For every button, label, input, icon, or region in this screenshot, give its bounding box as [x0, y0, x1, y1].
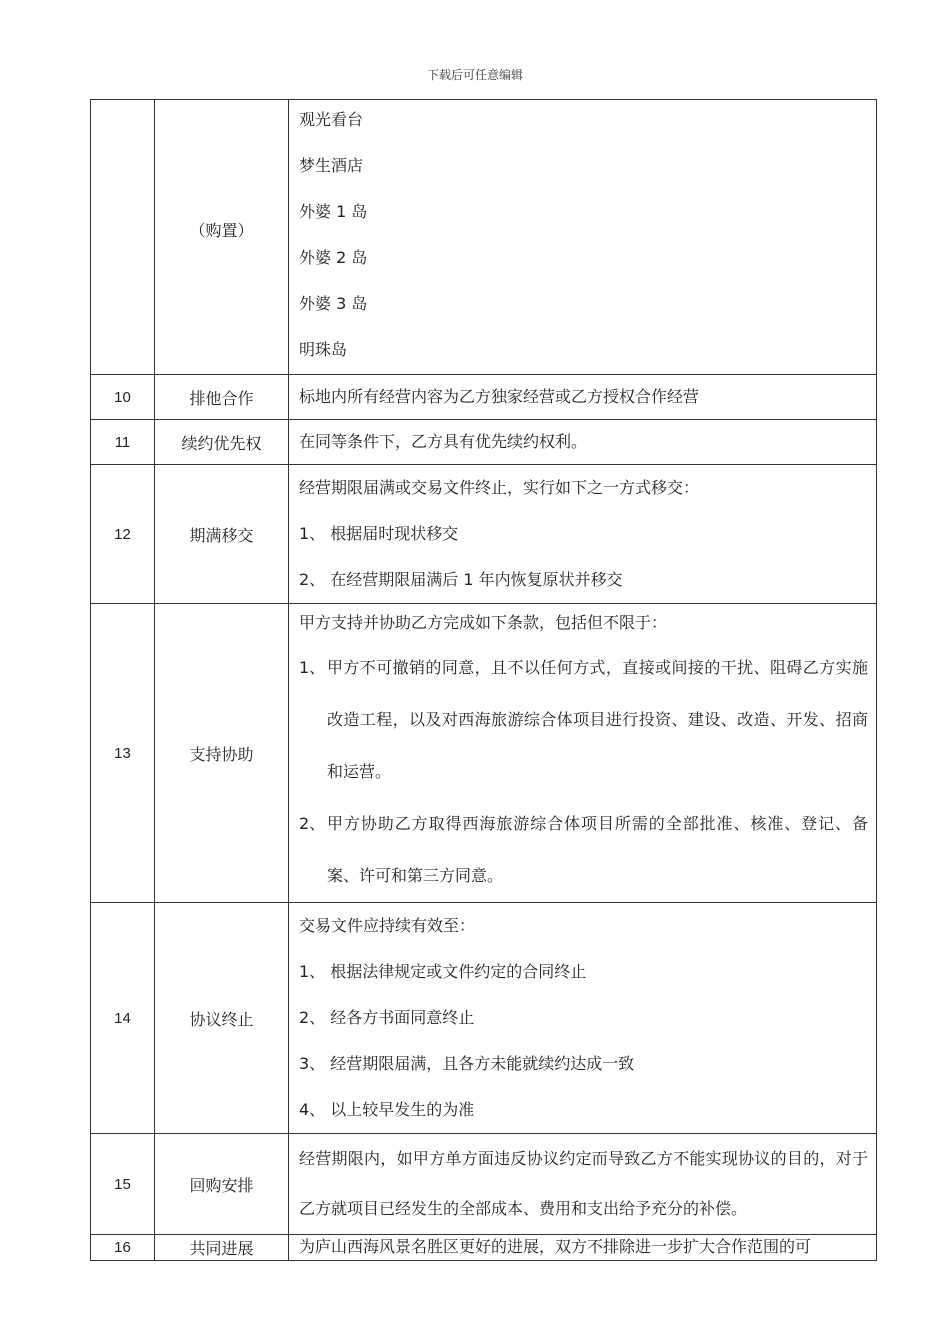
table-row [91, 1235, 877, 1261]
row-number: 13 [91, 604, 155, 903]
content-line: 1、 根据届时现状移交 [299, 524, 459, 543]
content-line: 1、 根据法律规定或文件约定的合同终止 [299, 962, 587, 981]
content-line: 明珠岛 [299, 340, 348, 359]
content-line: 交易文件应持续有效至： [299, 916, 476, 935]
table-row [91, 903, 877, 1134]
table-row [91, 604, 877, 903]
table-row [91, 465, 877, 604]
content-line: 标地内所有经营内容为乙方独家经营或乙方授权合作经营 [299, 387, 700, 406]
terms-table [90, 99, 877, 1261]
content-line: 外婆 1 岛 [299, 202, 368, 221]
row-number [91, 100, 155, 375]
table-row [91, 420, 877, 465]
row-number: 15 [91, 1134, 155, 1235]
content-line: 观光看台 [299, 110, 364, 129]
row-content [289, 1134, 877, 1235]
content-line: 2、 经各方书面同意终止 [299, 1008, 475, 1027]
content-line: 经营期限届满或交易文件终止，实行如下之一方式移交： [299, 478, 700, 497]
row-content [289, 375, 877, 420]
table-row [91, 1134, 877, 1235]
row-content [289, 100, 877, 375]
list-item [299, 642, 868, 798]
content-line: 4、 以上较早发生的为准 [299, 1100, 475, 1119]
list-item [299, 798, 868, 902]
content-line: 外婆 2 岛 [299, 248, 368, 267]
content-line: 外婆 3 岛 [299, 294, 368, 313]
row-item: 回购安排 [155, 1134, 289, 1235]
table-row [91, 375, 877, 420]
row-content [289, 604, 877, 903]
page-header: 下载后可任意编辑 [426, 68, 523, 82]
row-number: 16 [91, 1235, 155, 1261]
content-line: 梦生酒店 [299, 156, 364, 175]
row-item: （购置） [155, 100, 289, 375]
content-line: 2、 在经营期限届满后 1 年内恢复原状并移交 [299, 570, 623, 589]
content-line: 3、 经营期限届满，且各方未能就续约达成一致 [299, 1054, 635, 1073]
list-marker: 2、 [299, 814, 326, 833]
content-paragraph: 经营期限内，如甲方单方面违反协议约定而导致乙方不能实现协议的目的，对于乙方就项目已经发生的全部成本、费用和支出给予充分的补偿。 [299, 1149, 868, 1218]
row-number: 14 [91, 903, 155, 1134]
row-item: 排他合作 [155, 375, 289, 420]
row-content [289, 903, 877, 1134]
list-text: 甲方不可撤销的同意，且不以任何方式，直接或间接的干扰、阻碍乙方实施改造工程，以及对西海旅游综合体项目进行投资、建设、改造、开发、招商和运营。 [327, 658, 868, 781]
row-item: 期满移交 [155, 465, 289, 604]
list-marker: 1、 [299, 658, 326, 677]
row-content [289, 1235, 877, 1261]
row-content [289, 465, 877, 604]
row-item: 共同进展 [155, 1235, 289, 1261]
list-text: 甲方协助乙方取得西海旅游综合体项目所需的全部批准、核准、登记、备案、许可和第三方同意。 [327, 814, 868, 885]
content-line: 在同等条件下，乙方具有优先续约权利。 [299, 432, 588, 451]
row-content [289, 420, 877, 465]
table-row [91, 100, 877, 375]
row-item: 协议终止 [155, 903, 289, 1134]
row-number: 12 [91, 465, 155, 604]
row-item: 支持协助 [155, 604, 289, 903]
row-item: 续约优先权 [155, 420, 289, 465]
row-number: 10 [91, 375, 155, 420]
content-line: 为庐山西海风景名胜区更好的进展，双方不排除进一步扩大合作范围的可 [299, 1237, 812, 1256]
content-line: 甲方支持并协助乙方完成如下条款，包括但不限于： [299, 613, 668, 632]
row-number: 11 [91, 420, 155, 465]
